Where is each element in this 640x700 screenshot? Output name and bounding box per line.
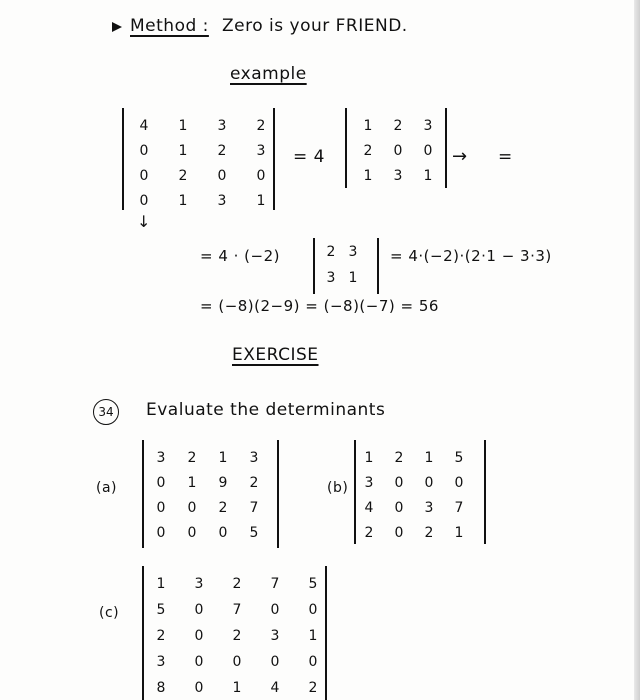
matrix-cell: 8 (156, 680, 166, 696)
page-edge (634, 0, 640, 700)
matrix-cell: 3 (194, 576, 204, 592)
matrix-cell: 0 (394, 475, 404, 491)
matrix-cell: 1 (256, 193, 266, 209)
matrix-cell: 0 (454, 475, 464, 491)
matrix-cell: 2 (187, 450, 197, 466)
part-c-label: (c) (99, 605, 120, 621)
matrix-cell: 0 (194, 602, 204, 618)
matrix-cell: 1 (363, 168, 373, 184)
matrix-cell: 1 (423, 168, 433, 184)
equals-factor: = 4 (293, 147, 325, 167)
matrix-cell: 0 (218, 525, 228, 541)
matrix-cell: 2 (308, 680, 318, 696)
matrix-cell: 7 (270, 576, 280, 592)
exercise-prompt: Evaluate the determinants (146, 400, 386, 420)
matrix-cell: 5 (308, 576, 318, 592)
matrix-cell: 3 (217, 118, 227, 134)
matrix-cell: 7 (249, 500, 259, 516)
matrix-cell: 7 (232, 602, 242, 618)
matrix-cell: 0 (187, 525, 197, 541)
matrix-cell: 0 (194, 628, 204, 644)
matrix-cell: 0 (232, 654, 242, 670)
matrix-cell: 1 (364, 450, 374, 466)
matrix-cell: 0 (139, 193, 149, 209)
matrix-cell: 2 (256, 118, 266, 134)
matrix-cell: 1 (187, 475, 197, 491)
down-arrow-icon: ↓ (137, 212, 151, 231)
matrix-cell: 3 (217, 193, 227, 209)
trailing-equals: = (498, 147, 513, 167)
matrix-cell: 5 (156, 602, 166, 618)
matrix-cell: 3 (270, 628, 280, 644)
matrix-cell: 1 (218, 450, 228, 466)
matrix-cell: 3 (364, 475, 374, 491)
matrix-cell: 2 (218, 500, 228, 516)
matrix-cell: 1 (178, 193, 188, 209)
matrix-cell: 0 (139, 168, 149, 184)
method-text: Zero is your FRIEND. (222, 16, 408, 36)
matrix-cell: 0 (194, 680, 204, 696)
matrix-cell: 0 (270, 602, 280, 618)
matrix-cell: 1 (178, 143, 188, 159)
matrix-cell: 0 (394, 525, 404, 541)
reduction-arrow: → (452, 146, 468, 167)
matrix-cell: 0 (156, 500, 166, 516)
matrix-cell: 5 (249, 525, 259, 541)
problem-number: 34 (93, 399, 119, 425)
matrix-cell: 3 (156, 450, 166, 466)
matrix-cell: 2 (394, 450, 404, 466)
matrix-cell: 0 (194, 654, 204, 670)
matrix-cell: 3 (156, 654, 166, 670)
matrix-cell: 1 (424, 450, 434, 466)
matrix-cell: 3 (423, 118, 433, 134)
matrix-cell: 0 (156, 475, 166, 491)
matrix-cell: 0 (423, 143, 433, 159)
matrix-cell: 0 (256, 168, 266, 184)
matrix-cell: 2 (364, 525, 374, 541)
matrix-cell: 3 (393, 168, 403, 184)
matrix-cell: 1 (156, 576, 166, 592)
matrix-cell: 0 (156, 525, 166, 541)
method-label: Method : (130, 16, 209, 36)
matrix-cell: 2 (232, 628, 242, 644)
matrix-cell: 1 (363, 118, 373, 134)
matrix-cell: 0 (217, 168, 227, 184)
part-a-label: (a) (96, 480, 118, 496)
matrix-cell: 7 (454, 500, 464, 516)
matrix-cell: 2 (249, 475, 259, 491)
matrix-cell: 4 (270, 680, 280, 696)
line2-suffix: = 4·(−2)·(2·1 − 3·3) (390, 247, 552, 265)
matrix-cell: 3 (424, 500, 434, 516)
matrix-cell: 2 (156, 628, 166, 644)
matrix-cell: 4 (364, 500, 374, 516)
matrix-cell: 9 (218, 475, 228, 491)
matrix-cell: 3 (256, 143, 266, 159)
matrix-cell: 3 (326, 270, 336, 286)
matrix-cell: 2 (424, 525, 434, 541)
matrix-cell: 0 (394, 500, 404, 516)
matrix-cell: 0 (393, 143, 403, 159)
matrix-cell: 2 (393, 118, 403, 134)
matrix-cell: 4 (139, 118, 149, 134)
matrix-cell: 1 (348, 270, 358, 286)
matrix-cell: 2 (217, 143, 227, 159)
matrix-cell: 0 (308, 654, 318, 670)
matrix-cell: 0 (424, 475, 434, 491)
matrix-cell: 1 (308, 628, 318, 644)
line3-result: = (−8)(2−9) = (−8)(−7) = 56 (200, 297, 439, 315)
matrix-cell: 1 (232, 680, 242, 696)
matrix-cell: 3 (249, 450, 259, 466)
matrix-cell: 1 (454, 525, 464, 541)
line2-prefix: = 4 · (−2) (200, 247, 280, 265)
matrix-cell: 0 (308, 602, 318, 618)
matrix-cell: 5 (454, 450, 464, 466)
matrix-cell: 0 (270, 654, 280, 670)
bullet-arrow-icon (112, 22, 122, 32)
matrix-cell: 2 (178, 168, 188, 184)
matrix-cell: 0 (139, 143, 149, 159)
example-title: example (230, 64, 307, 84)
matrix-cell: 2 (232, 576, 242, 592)
exercise-title: EXERCISE (232, 345, 319, 365)
matrix-cell: 0 (187, 500, 197, 516)
part-b-label: (b) (327, 480, 349, 496)
matrix-cell: 1 (178, 118, 188, 134)
matrix-cell: 2 (363, 143, 373, 159)
matrix-cell: 2 (326, 244, 336, 260)
matrix-cell: 3 (348, 244, 358, 260)
